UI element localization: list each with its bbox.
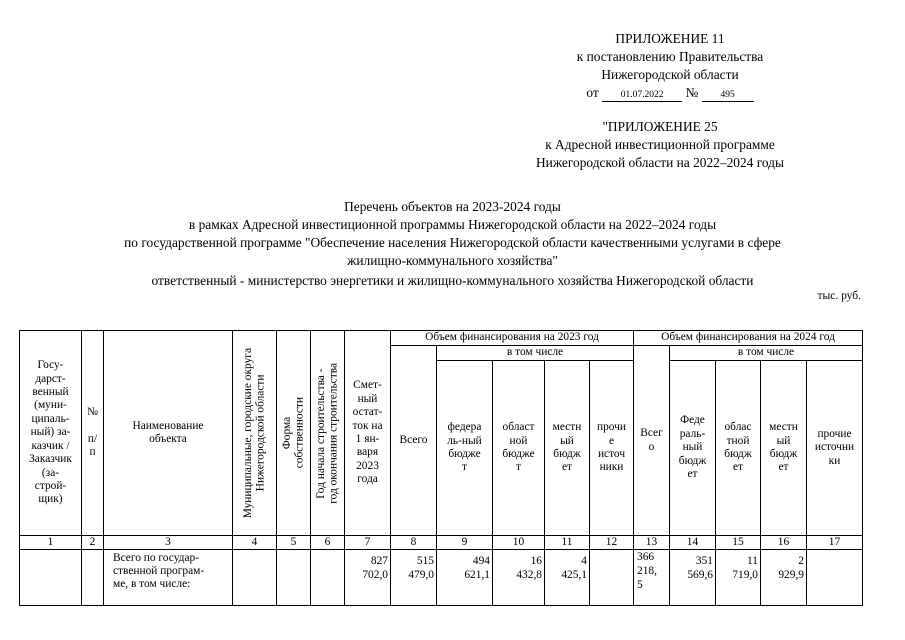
header-financing-2024: Объем финансирования на 2024 год	[634, 331, 863, 346]
header-ownership-form: Форма собственности	[281, 397, 306, 469]
title-line-5: ответственный - министерство энергетики и жилищно-коммунального хозяйства Нижегородской области	[151, 273, 754, 288]
appendix-11-line2: к постановлению Правительства	[576, 49, 764, 64]
cell-regional-2023: 16 432,8	[493, 550, 545, 606]
appendix-11-block	[540, 30, 800, 102]
header-form-cell	[277, 331, 311, 536]
cell-total-2023: 515 479,0	[391, 550, 437, 606]
appendix-11-title: ПРИЛОЖЕНИЕ 11	[615, 31, 725, 46]
header-total-2023: Всего	[391, 346, 437, 536]
header-construction-years: Год начала строительства - год окончания строительства	[315, 362, 340, 504]
cell-other-2024	[807, 550, 863, 606]
from-label: от	[586, 85, 599, 100]
header-financing-2023: Объем финансирования на 2023 год	[391, 331, 634, 346]
title-line-4: жилищно-коммунального хозяйства"	[347, 253, 558, 268]
header-other-2024: прочие источни ки	[807, 361, 863, 536]
header-years-cell	[311, 331, 345, 536]
units-label: тыс. руб.	[817, 290, 861, 302]
decree-number: 495	[702, 89, 754, 102]
header-municipal: Муниципальные, городские округа Нижегородской области	[242, 347, 267, 519]
col-num-2: 2	[82, 536, 104, 550]
cell-estimate-remainder: 827 702,0	[345, 550, 391, 606]
objects-table	[19, 330, 863, 606]
cell-federal-2024: 351 569,6	[670, 550, 716, 606]
col-num-17: 17	[807, 536, 863, 550]
cell-total-2024: 366 218, 5	[634, 550, 670, 606]
header-federal-2024: Феде раль- ный бюдж ет	[670, 361, 716, 536]
col-num-14: 14	[670, 536, 716, 550]
cell-customer	[20, 550, 82, 606]
cell-number	[82, 550, 104, 606]
col-num-1: 1	[20, 536, 82, 550]
decree-date: 01.07.2022	[602, 89, 682, 102]
header-municipal-cell	[233, 331, 277, 536]
col-num-4: 4	[233, 536, 277, 550]
appendix-25-line2: к Адресной инвестиционной программе	[545, 137, 775, 152]
col-num-11: 11	[545, 536, 590, 550]
cell-form	[277, 550, 311, 606]
col-num-10: 10	[493, 536, 545, 550]
col-num-15: 15	[716, 536, 761, 550]
col-num-16: 16	[761, 536, 807, 550]
header-customer: Госу- дарст- венный (муни- ципаль- ный) за- казчик / Заказчик (за- строй- щик)	[20, 331, 82, 536]
title-line-1: Перечень объектов на 2023-2024 годы	[344, 199, 561, 214]
cell-object-name: Всего по государ- ственной програм- ме, в том числе:	[104, 550, 233, 606]
document-title	[60, 198, 845, 290]
header-federal-2023: федера ль-ный бюдже т	[437, 361, 493, 536]
cell-municipal	[233, 550, 277, 606]
header-number: № п/ п	[82, 331, 104, 536]
cell-regional-2024: 11 719,0	[716, 550, 761, 606]
col-num-9: 9	[437, 536, 493, 550]
header-other-2023: прочи е источ ники	[590, 361, 634, 536]
header-regional-2023: област ной бюдже т	[493, 361, 545, 536]
col-num-7: 7	[345, 536, 391, 550]
cell-other-2023	[590, 550, 634, 606]
table-row	[20, 550, 863, 606]
col-num-8: 8	[391, 536, 437, 550]
header-local-2023: местн ый бюдж ет	[545, 361, 590, 536]
number-label: №	[685, 85, 699, 100]
cell-years	[311, 550, 345, 606]
cell-local-2023: 4 425,1	[545, 550, 590, 606]
col-num-13: 13	[634, 536, 670, 550]
header-local-2024: местн ый бюдж ет	[761, 361, 807, 536]
title-line-3: по государственной программе "Обеспечение населения Нижегородской области качественными услугами в сфере	[124, 235, 781, 250]
appendix-25-line3: Нижегородской области на 2022–2024 годы	[536, 155, 784, 170]
header-including-2023: в том числе	[437, 346, 634, 361]
header-including-2024: в том числе	[670, 346, 863, 361]
header-estimate-remainder: Смет- ный остат- ток на 1 ян- варя 2023 года	[345, 331, 391, 536]
col-num-3: 3	[104, 536, 233, 550]
appendix-25-block	[500, 118, 820, 172]
title-line-2: в рамках Адресной инвестиционной программы Нижегородской области на 2022–2024 годы	[188, 217, 717, 232]
header-regional-2024: облас тной бюдж ет	[716, 361, 761, 536]
header-total-2024: Всег о	[634, 346, 670, 536]
appendix-25-title: "ПРИЛОЖЕНИЕ 25	[602, 119, 718, 134]
cell-local-2024: 2 929,9	[761, 550, 807, 606]
column-number-row	[20, 536, 863, 550]
decree-date-number-line	[540, 84, 800, 102]
appendix-11-line3: Нижегородской области	[601, 67, 739, 82]
col-num-12: 12	[590, 536, 634, 550]
header-object-name: Наименование объекта	[104, 331, 233, 536]
col-num-5: 5	[277, 536, 311, 550]
cell-federal-2023: 494 621,1	[437, 550, 493, 606]
col-num-6: 6	[311, 536, 345, 550]
